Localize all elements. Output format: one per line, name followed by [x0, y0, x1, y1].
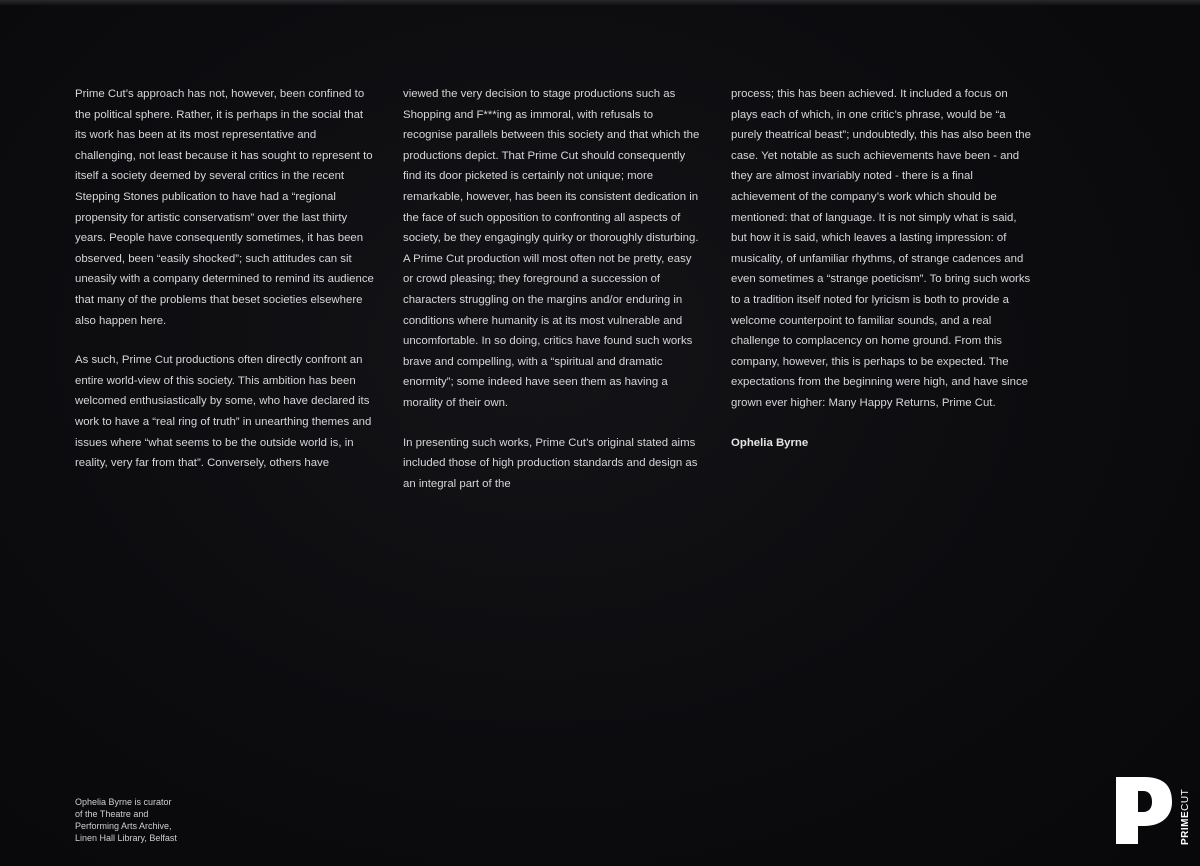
text-column-2: [403, 84, 703, 513]
text-column-1: [75, 84, 375, 493]
author-footnote: [75, 796, 235, 844]
prime-cut-logo: [1114, 776, 1194, 846]
paragraph: Prime Cut’s approach has not, however, been confined to the political sphere. Rather, it is perhaps in the social that its work has been at its most representative and challenging, not least because it has sought to represent to itself a society deemed by several critics in the recent Stepping Stones publication to have had a “regional propensity for artistic conservatism” over the last thirty years. People have consequently sometimes, it has been observed, been “easily shocked”; such attitudes can sit uneasily with a company determined to remind its audience that many of the problems that beset societies elsewhere also happen here.: [75, 88, 374, 327]
text-column-3: [731, 84, 1031, 472]
footnote-line: of the Theatre and: [75, 809, 149, 819]
author-name: Ophelia Byrne: [731, 436, 809, 449]
paragraph: In presenting such works, Prime Cut’s original stated aims included those of high production standards and design as an integral part of the: [403, 436, 698, 490]
footnote-line: Linen Hall Library, Belfast: [75, 833, 177, 843]
footnote-line: Performing Arts Archive,: [75, 821, 172, 831]
logo-p-mark: [1116, 777, 1172, 844]
paragraph: As such, Prime Cut productions often directly confront an entire world-view of this society. This ambition has been welcomed enthusiastically by some, who have declared its work to have a “real ring of truth” in unearthing themes and issues where “what seems to be the outside world is, in reality, very far from that”. Conversely, others have: [75, 354, 372, 470]
logo-wordmark: PRIMECUT: [1180, 788, 1191, 845]
paragraph: viewed the very decision to stage productions such as Shopping and F***ing as immoral, with refusals to recognise parallels between this society and that which the productions depict. That Prime Cut should consequently find its door picketed is certainly not unique; more remarkable, however, has been its consistent dedication in the face of such opposition to confronting all aspects of society, be they engagingly quirky or thoroughly disturbing. A Prime Cut production will most often not be pretty, easy or crowd pleasing; they foreground a succession of characters struggling on the margins and/or enduring in conditions where humanity is at its most vulnerable and uncomfortable. In so doing, critics have found such works brave and compelling, with a “spiritual and dramatic enormity”; some indeed have seen them as having a morality of their own.: [403, 88, 700, 409]
paragraph: process; this has been achieved. It included a focus on plays each of which, in one critic’s phrase, would be “a purely theatrical beast”; undoubtedly, this has also been the case. Yet notable as such achievements have been - and they are almost invariably noted - there is a final achievement of the company’s work which should be mentioned: that of language. It is not simply what is said, but how it is said, which leaves a lasting impression: of musicality, of unfamiliar rhythms, of strange cadences and even sometimes a “strange poeticism”. To bring such works to a tradition itself noted for lyricism is both to provide a welcome counterpoint to familiar sounds, and a real challenge to complacency on home ground. From this company, however, this is perhaps to be expected. The expectations from the beginning were high, and have since grown ever higher: Many Happy Returns, Prime Cut.: [731, 88, 1031, 409]
page-top-edge: [0, 0, 1200, 6]
footnote-line: Ophelia Byrne is curator: [75, 797, 172, 807]
